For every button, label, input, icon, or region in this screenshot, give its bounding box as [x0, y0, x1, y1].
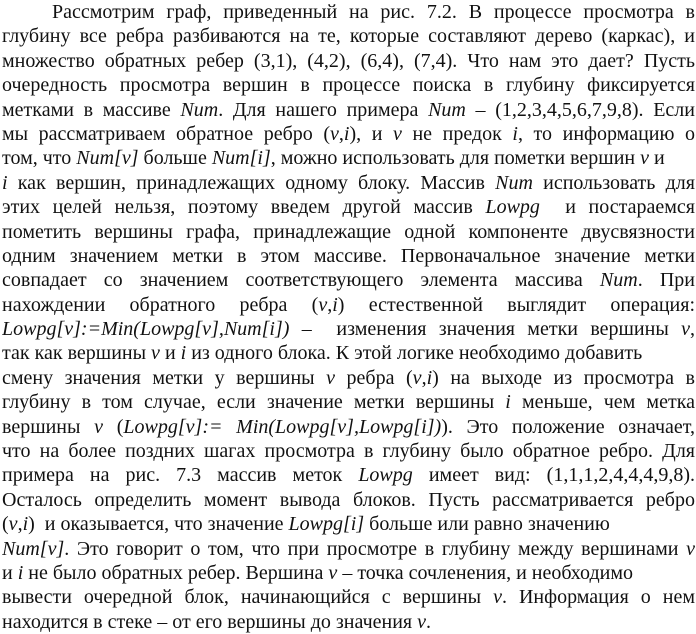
- text-segment: смену значения метки у вершины: [2, 366, 327, 389]
- text-segment: Рассмотрим граф, приведенный на рис. 7.2. В процессе просмотра в: [52, 1, 695, 23]
- text-segment: и: [2, 561, 18, 584]
- text-segment: – (1,2,3,4,5,6,7,9,8). Если: [465, 98, 695, 121]
- italic-text: v: [151, 342, 160, 365]
- text-segment: больше: [138, 147, 212, 170]
- italic-text: Lowpg[i]: [288, 513, 365, 536]
- text-line: [2, 220, 695, 244]
- text-segment: как вершин, принадлежащих одному блоку. Массив: [7, 171, 496, 194]
- text-segment: ), и: [349, 122, 393, 145]
- text-line: [2, 415, 695, 439]
- italic-text: Lowpg[v]:=Min(Lowpg[v],Num[i]): [2, 318, 290, 341]
- italic-text: v: [493, 586, 502, 609]
- text-segment: примера на рис. 7.3 массив меток: [2, 464, 359, 487]
- text-line: [2, 98, 695, 122]
- text-line: [2, 146, 695, 170]
- text-line: [2, 537, 695, 561]
- italic-text: v: [686, 537, 695, 560]
- italic-text: v: [318, 293, 328, 316]
- italic-text: v: [326, 366, 336, 389]
- text-segment: . Информация о нем: [501, 586, 695, 609]
- italic-text: i: [512, 122, 518, 145]
- text-line: [2, 390, 695, 414]
- text-segment: что на более поздних шагах просмотра в глубину было обратное ребро. Для: [2, 440, 695, 463]
- text-line: [2, 195, 695, 219]
- text-line: [2, 317, 695, 341]
- text-segment: . Для нашего примера: [218, 98, 429, 121]
- italic-text: v: [417, 610, 427, 633]
- italic-text: v: [640, 147, 649, 170]
- text-segment: совпадает со значением соответствующего элемента массива: [2, 269, 600, 292]
- text-line: [2, 0, 695, 24]
- text-segment: .: [426, 610, 432, 633]
- italic-text: Lowpg[v]:= Min(Lowpg[v],Lowpg[i]): [123, 415, 442, 438]
- text-line: [2, 366, 695, 390]
- text-segment: вывести очередной блок, начинающийся с вершины: [2, 586, 494, 609]
- text-line: [2, 73, 695, 97]
- italic-text: Lowpg: [485, 196, 540, 219]
- text-segment: , то информацию о: [517, 122, 695, 145]
- text-segment: не предок: [401, 122, 513, 145]
- italic-text: v: [393, 122, 402, 145]
- text-segment: ребра (: [335, 366, 413, 389]
- italic-text: i: [343, 122, 350, 145]
- text-line: [2, 293, 695, 317]
- text-segment: ) естественной выглядит операция:: [337, 293, 695, 316]
- italic-text: i: [332, 293, 338, 316]
- text-segment: меньше, чем метка: [510, 391, 695, 414]
- text-segment: глубину все ребра разбиваются на те, которые составляют дерево (каркас), и: [2, 25, 695, 48]
- text-segment: – точка сочленения, и необходимо: [337, 561, 633, 584]
- italic-text: v: [330, 122, 339, 145]
- text-segment: имеет вид: (1,1,1,2,4,4,4,9,8).: [412, 464, 695, 487]
- text-line: [2, 439, 695, 463]
- text-segment: (: [2, 513, 9, 536]
- text-segment: не было обратных ребер. Вершина: [23, 561, 329, 584]
- text-segment: . При: [637, 269, 695, 292]
- text-line: [2, 171, 695, 195]
- text-segment: глубину в том случае, если значение метки вершины: [2, 391, 506, 414]
- text-segment: и: [649, 147, 665, 170]
- italic-text: Num: [495, 171, 533, 194]
- text-segment: ) и оказывается, что значение: [28, 513, 289, 536]
- text-segment: ,: [327, 293, 333, 316]
- italic-text: Num: [180, 98, 219, 121]
- text-segment: одним значением метки в этом массиве. Первоначальное значение метки: [2, 244, 695, 267]
- text-line: [2, 341, 695, 365]
- italic-text: i: [17, 561, 24, 584]
- text-segment: том, что: [2, 147, 77, 170]
- text-line: [2, 585, 695, 609]
- text-segment: Осталось определить момент вывода блоков. Пусть рассматривается ребро: [2, 488, 695, 511]
- text-line: [2, 512, 695, 536]
- text-segment: (: [103, 415, 124, 438]
- text-line: [2, 122, 695, 146]
- text-segment: ,: [690, 318, 695, 341]
- text-segment: ,: [421, 366, 427, 389]
- text-segment: этих целей нельзя, поэтому введем другой массив: [2, 196, 486, 219]
- text-line: [2, 244, 695, 268]
- text-segment: из одного блока. К этой логике необходимо добавить: [186, 342, 643, 365]
- italic-text: Num[v]: [2, 537, 65, 560]
- text-segment: использовать для: [532, 171, 695, 194]
- text-segment: – изменения значения метки вершины: [289, 318, 682, 341]
- text-line: [2, 268, 695, 292]
- italic-text: i: [426, 366, 433, 389]
- text-segment: и: [159, 342, 181, 365]
- text-segment: очередность просмотра вершин в процессе поиска в глубину фиксируется: [2, 74, 695, 97]
- italic-text: i: [180, 342, 187, 365]
- text-segment: . Это говорит о том, что при просмотре в глубину между вершинами: [64, 537, 687, 560]
- text-segment: ) на выходе из просмотра в: [432, 366, 695, 389]
- text-line: [2, 463, 695, 487]
- text-line: [2, 49, 695, 73]
- text-segment: и постараемся: [539, 196, 695, 219]
- italic-text: Num: [428, 98, 466, 121]
- italic-text: Num[v]: [76, 147, 139, 170]
- text-segment: больше или равно значению: [364, 513, 610, 536]
- text-segment: , можно использовать для пометки вершин: [270, 147, 641, 170]
- text-segment: ,: [17, 513, 23, 536]
- italic-text: v: [412, 366, 422, 389]
- text-segment: вершины: [2, 415, 95, 438]
- italic-text: v: [94, 415, 104, 438]
- paragraph: [2, 0, 695, 634]
- italic-text: Num[i]: [211, 147, 271, 170]
- text-line: [2, 561, 695, 585]
- italic-text: i: [505, 391, 511, 414]
- italic-text: Lowpg: [358, 464, 413, 487]
- text-segment: ). Это положение означает,: [441, 415, 695, 438]
- text-segment: множество обратных ребер (3,1), (4,2), (6,4), (7,4). Что нам это дает? Пусть: [2, 49, 695, 72]
- text-segment: мы рассматриваем обратное ребро (: [2, 122, 331, 145]
- italic-text: i: [22, 513, 29, 536]
- text-segment: метками в массиве: [2, 98, 181, 121]
- italic-text: i: [2, 171, 8, 194]
- italic-text: v: [328, 561, 338, 584]
- text-line: [2, 24, 695, 48]
- text-segment: так как вершины: [2, 342, 152, 365]
- italic-text: v: [681, 318, 690, 341]
- text-segment: нахождении обратного ребра (: [2, 293, 319, 316]
- text-segment: находится в стеке – от его вершины до значения: [2, 610, 418, 633]
- italic-text: v: [8, 513, 18, 536]
- text-segment: пометить вершины графа, принадлежащие одной компоненте двусвязности: [2, 220, 695, 243]
- text-segment: ,: [338, 122, 344, 145]
- italic-text: Num: [599, 269, 638, 292]
- text-line: [2, 488, 695, 512]
